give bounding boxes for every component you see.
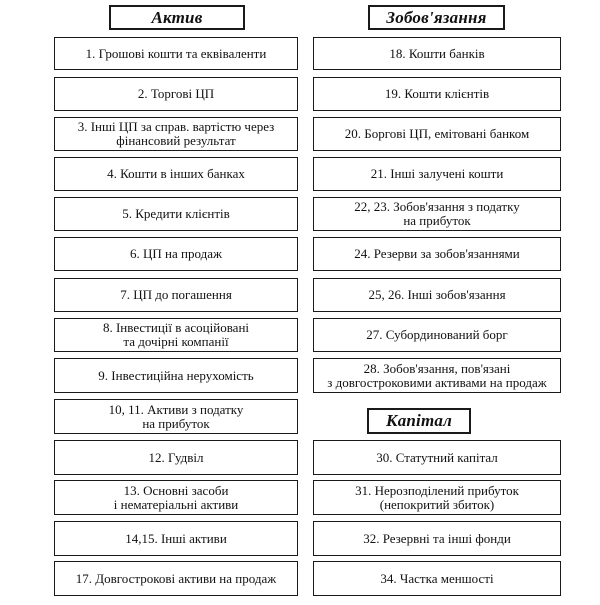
asset-investment-property: 9. Інвестиційна нерухомість [54, 358, 298, 393]
liability-held-for-sale: 28. Зобов'язання, пов'язані з довгостроковими активами на продаж [313, 358, 561, 393]
asset-tax-assets: 10, 11. Активи з податку на прибуток [54, 399, 298, 434]
liability-due-to-banks: 18. Кошти банків [313, 37, 561, 70]
liability-other-liabilities: 25, 26. Інші зобов'язання [313, 278, 561, 312]
equity-retained-earnings: 31. Нерозподілений прибуток (непокритий збиток) [313, 480, 561, 515]
liability-customer-accounts: 19. Кошти клієнтів [313, 77, 561, 111]
asset-due-from-banks: 4. Кошти в інших банках [54, 157, 298, 191]
equity-minority-interest: 34. Частка меншості [313, 561, 561, 596]
liabilities-header: Зобов'язання [368, 5, 505, 30]
liability-other-borrowed: 21. Інші залучені кошти [313, 157, 561, 191]
asset-other-securities-fv: 3. Інші ЦП за справ. вартістю через фінансовий результат [54, 117, 298, 151]
assets-header: Актив [109, 5, 245, 30]
asset-cash: 1. Грошові кошти та еквіваленти [54, 37, 298, 70]
asset-other-assets: 14,15. Інші активи [54, 521, 298, 556]
asset-trading-securities: 2. Торгові ЦП [54, 77, 298, 111]
equity-header: Капітал [367, 408, 471, 434]
asset-fixed-intangible: 13. Основні засоби і нематеріальні активи [54, 480, 298, 515]
liability-debt-securities: 20. Боргові ЦП, емітовані банком [313, 117, 561, 151]
liability-tax-liabilities: 22, 23. Зобов'язання з податку на прибуток [313, 197, 561, 231]
liability-provisions: 24. Резерви за зобов'язаннями [313, 237, 561, 271]
asset-securities-afs: 6. ЦП на продаж [54, 237, 298, 271]
asset-non-current-held-for-sale: 17. Довгострокові активи на продаж [54, 561, 298, 596]
equity-share-capital: 30. Статутний капітал [313, 440, 561, 475]
asset-investments-associates: 8. Інвестиції в асоційовані та дочірні компанії [54, 318, 298, 352]
asset-goodwill: 12. Гудвіл [54, 440, 298, 475]
asset-securities-htm: 7. ЦП до погашення [54, 278, 298, 312]
asset-loans-to-customers: 5. Кредити клієнтів [54, 197, 298, 231]
liability-subordinated-debt: 27. Субординований борг [313, 318, 561, 352]
equity-reserves: 32. Резервні та інші фонди [313, 521, 561, 556]
